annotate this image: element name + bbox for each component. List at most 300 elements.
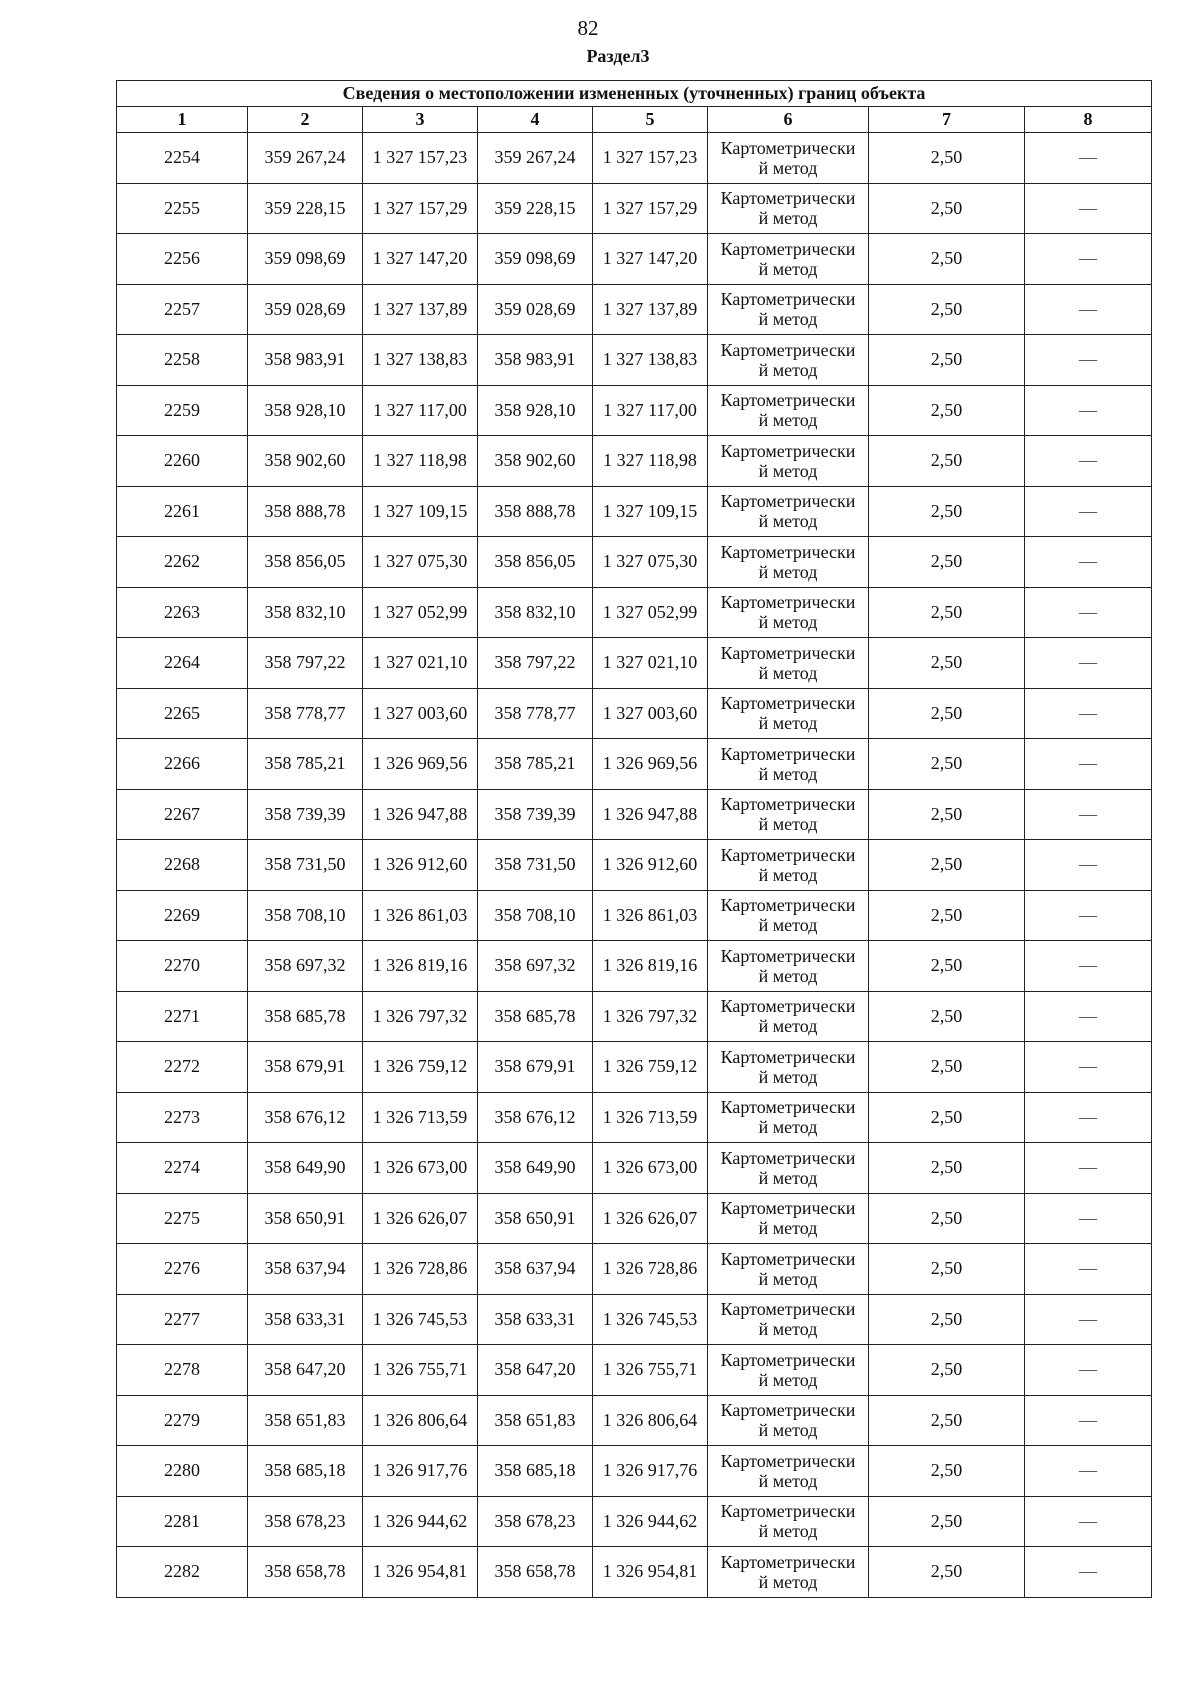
- description-cell: —: [1025, 789, 1152, 840]
- table-row: [117, 1446, 1152, 1497]
- x-new-cell: 358 649,90: [478, 1143, 593, 1194]
- method-line-1: Картометрически: [720, 339, 856, 360]
- method-line-2: й метод: [758, 309, 818, 330]
- description-cell: —: [1025, 1143, 1152, 1194]
- method-line-1: Картометрически: [720, 592, 856, 613]
- y-new-cell: 1 326 806,64: [593, 1395, 708, 1446]
- method-line-1: Картометрически: [720, 642, 856, 663]
- method-line-1: Картометрически: [720, 188, 856, 209]
- method-line-2: й метод: [758, 460, 818, 481]
- point-number-cell: 2257: [117, 284, 248, 335]
- method-cell: [708, 890, 869, 941]
- method-line-1: Картометрически: [720, 1248, 856, 1269]
- method-line-1: Картометрически: [720, 1450, 856, 1471]
- accuracy-cell: 2,50: [869, 890, 1025, 941]
- column-number-7: 7: [869, 107, 1025, 133]
- x-existing-cell: 358 708,10: [248, 890, 363, 941]
- x-new-cell: 358 731,50: [478, 840, 593, 891]
- method-line-2: й метод: [758, 1167, 818, 1188]
- table-row: [117, 587, 1152, 638]
- x-existing-cell: 358 697,32: [248, 941, 363, 992]
- point-number-cell: 2254: [117, 133, 248, 184]
- description-cell: —: [1025, 1345, 1152, 1396]
- x-existing-cell: 359 028,69: [248, 284, 363, 335]
- method-line-1: Картометрически: [720, 1046, 856, 1067]
- y-new-cell: 1 327 147,20: [593, 234, 708, 285]
- table-row: [117, 537, 1152, 588]
- x-existing-cell: 358 797,22: [248, 638, 363, 689]
- description-cell: —: [1025, 436, 1152, 487]
- accuracy-cell: 2,50: [869, 587, 1025, 638]
- table-row: [117, 1294, 1152, 1345]
- accuracy-cell: 2,50: [869, 638, 1025, 689]
- y-existing-cell: 1 326 947,88: [363, 789, 478, 840]
- method-line-1: Картометрически: [720, 895, 856, 916]
- method-line-2: й метод: [758, 359, 818, 380]
- x-new-cell: 358 856,05: [478, 537, 593, 588]
- description-cell: —: [1025, 638, 1152, 689]
- y-new-cell: 1 326 755,71: [593, 1345, 708, 1396]
- description-cell: —: [1025, 1395, 1152, 1446]
- x-new-cell: 358 678,23: [478, 1496, 593, 1547]
- accuracy-cell: 2,50: [869, 1092, 1025, 1143]
- accuracy-cell: 2,50: [869, 1294, 1025, 1345]
- x-existing-cell: 358 983,91: [248, 335, 363, 386]
- point-number-cell: 2259: [117, 385, 248, 436]
- description-cell: —: [1025, 284, 1152, 335]
- table-row: [117, 284, 1152, 335]
- y-new-cell: 1 327 157,23: [593, 133, 708, 184]
- point-number-cell: 2272: [117, 1042, 248, 1093]
- x-new-cell: 358 676,12: [478, 1092, 593, 1143]
- point-number-cell: 2263: [117, 587, 248, 638]
- column-number-5: 5: [593, 107, 708, 133]
- method-cell: [708, 587, 869, 638]
- accuracy-cell: 2,50: [869, 537, 1025, 588]
- method-line-2: й метод: [758, 1066, 818, 1087]
- point-number-cell: 2279: [117, 1395, 248, 1446]
- method-line-2: й метод: [758, 864, 818, 885]
- method-line-2: й метод: [758, 157, 818, 178]
- x-existing-cell: 358 676,12: [248, 1092, 363, 1143]
- y-existing-cell: 1 327 157,29: [363, 183, 478, 234]
- y-new-cell: 1 327 157,29: [593, 183, 708, 234]
- accuracy-cell: 2,50: [869, 1446, 1025, 1497]
- y-existing-cell: 1 326 797,32: [363, 991, 478, 1042]
- accuracy-cell: 2,50: [869, 1496, 1025, 1547]
- x-new-cell: 358 650,91: [478, 1193, 593, 1244]
- y-existing-cell: 1 327 147,20: [363, 234, 478, 285]
- x-new-cell: 358 832,10: [478, 587, 593, 638]
- x-new-cell: 359 267,24: [478, 133, 593, 184]
- table-row: [117, 941, 1152, 992]
- x-new-cell: 358 637,94: [478, 1244, 593, 1295]
- point-number-cell: 2269: [117, 890, 248, 941]
- table-row: [117, 486, 1152, 537]
- y-existing-cell: 1 326 759,12: [363, 1042, 478, 1093]
- y-new-cell: 1 326 626,07: [593, 1193, 708, 1244]
- method-line-2: й метод: [758, 763, 818, 784]
- method-line-2: й метод: [758, 1420, 818, 1441]
- table-row: [117, 1395, 1152, 1446]
- method-cell: [708, 1092, 869, 1143]
- point-number-cell: 2280: [117, 1446, 248, 1497]
- column-number-4: 4: [478, 107, 593, 133]
- x-existing-cell: 358 832,10: [248, 587, 363, 638]
- method-cell: [708, 789, 869, 840]
- method-line-1: Картометрически: [720, 238, 856, 259]
- x-new-cell: 358 651,83: [478, 1395, 593, 1446]
- y-new-cell: 1 326 912,60: [593, 840, 708, 891]
- method-line-1: Картометрически: [720, 693, 856, 714]
- y-new-cell: 1 326 954,81: [593, 1547, 708, 1598]
- method-line-1: Картометрически: [720, 491, 856, 512]
- method-cell: [708, 436, 869, 487]
- x-existing-cell: 358 928,10: [248, 385, 363, 436]
- x-new-cell: 359 028,69: [478, 284, 593, 335]
- method-line-2: й метод: [758, 1016, 818, 1037]
- method-line-2: й метод: [758, 1319, 818, 1340]
- y-new-cell: 1 327 118,98: [593, 436, 708, 487]
- method-line-1: Картометрически: [720, 945, 856, 966]
- accuracy-cell: 2,50: [869, 789, 1025, 840]
- y-existing-cell: 1 327 052,99: [363, 587, 478, 638]
- method-cell: [708, 1244, 869, 1295]
- table-row: [117, 385, 1152, 436]
- table-row: [117, 234, 1152, 285]
- method-cell: [708, 1294, 869, 1345]
- accuracy-cell: 2,50: [869, 941, 1025, 992]
- description-cell: —: [1025, 688, 1152, 739]
- description-cell: —: [1025, 1244, 1152, 1295]
- method-line-1: Картометрически: [720, 1299, 856, 1320]
- method-line-2: й метод: [758, 1218, 818, 1239]
- accuracy-cell: 2,50: [869, 183, 1025, 234]
- method-line-2: й метод: [758, 612, 818, 633]
- description-cell: —: [1025, 1547, 1152, 1598]
- method-cell: [708, 486, 869, 537]
- x-new-cell: 358 697,32: [478, 941, 593, 992]
- y-new-cell: 1 327 003,60: [593, 688, 708, 739]
- point-number-cell: 2274: [117, 1143, 248, 1194]
- description-cell: —: [1025, 133, 1152, 184]
- method-cell: [708, 1345, 869, 1396]
- accuracy-cell: 2,50: [869, 1345, 1025, 1396]
- table-row: [117, 1193, 1152, 1244]
- y-new-cell: 1 326 947,88: [593, 789, 708, 840]
- accuracy-cell: 2,50: [869, 335, 1025, 386]
- accuracy-cell: 2,50: [869, 840, 1025, 891]
- description-cell: —: [1025, 183, 1152, 234]
- accuracy-cell: 2,50: [869, 1244, 1025, 1295]
- point-number-cell: 2273: [117, 1092, 248, 1143]
- method-line-1: Картометрически: [720, 137, 856, 158]
- table-row: [117, 890, 1152, 941]
- method-line-1: Картометрически: [720, 996, 856, 1017]
- method-line-2: й метод: [758, 258, 818, 279]
- table-row: [117, 1547, 1152, 1598]
- y-existing-cell: 1 326 806,64: [363, 1395, 478, 1446]
- point-number-cell: 2267: [117, 789, 248, 840]
- y-existing-cell: 1 326 819,16: [363, 941, 478, 992]
- y-existing-cell: 1 327 075,30: [363, 537, 478, 588]
- column-number-row: [117, 107, 1152, 133]
- section-title: Раздел3: [586, 46, 650, 66]
- x-existing-cell: 358 685,18: [248, 1446, 363, 1497]
- method-line-2: й метод: [758, 814, 818, 835]
- table-caption: Сведения о местоположении измененных (уточненных) границ объекта: [117, 81, 1152, 107]
- accuracy-cell: 2,50: [869, 1143, 1025, 1194]
- method-line-2: й метод: [758, 208, 818, 229]
- table-row: [117, 1143, 1152, 1194]
- table-row: [117, 638, 1152, 689]
- x-existing-cell: 359 267,24: [248, 133, 363, 184]
- point-number-cell: 2260: [117, 436, 248, 487]
- method-line-2: й метод: [758, 713, 818, 734]
- table-row: [117, 1092, 1152, 1143]
- y-new-cell: 1 326 745,53: [593, 1294, 708, 1345]
- accuracy-cell: 2,50: [869, 284, 1025, 335]
- x-existing-cell: 358 685,78: [248, 991, 363, 1042]
- y-new-cell: 1 327 021,10: [593, 638, 708, 689]
- x-existing-cell: 358 633,31: [248, 1294, 363, 1345]
- point-number-cell: 2262: [117, 537, 248, 588]
- method-cell: [708, 991, 869, 1042]
- description-cell: —: [1025, 890, 1152, 941]
- method-line-1: Картометрически: [720, 743, 856, 764]
- method-cell: [708, 537, 869, 588]
- x-new-cell: 358 888,78: [478, 486, 593, 537]
- point-number-cell: 2268: [117, 840, 248, 891]
- description-cell: —: [1025, 335, 1152, 386]
- y-new-cell: 1 327 075,30: [593, 537, 708, 588]
- method-line-1: Картометрически: [720, 1501, 856, 1522]
- x-new-cell: 358 708,10: [478, 890, 593, 941]
- accuracy-cell: 2,50: [869, 486, 1025, 537]
- table-row: [117, 991, 1152, 1042]
- description-cell: —: [1025, 991, 1152, 1042]
- x-new-cell: 358 647,20: [478, 1345, 593, 1396]
- y-existing-cell: 1 327 117,00: [363, 385, 478, 436]
- method-line-2: й метод: [758, 1521, 818, 1542]
- description-cell: —: [1025, 1092, 1152, 1143]
- method-line-1: Картометрически: [720, 1551, 856, 1572]
- method-cell: [708, 1547, 869, 1598]
- x-new-cell: 358 739,39: [478, 789, 593, 840]
- method-line-2: й метод: [758, 1369, 818, 1390]
- method-line-2: й метод: [758, 561, 818, 582]
- y-existing-cell: 1 327 118,98: [363, 436, 478, 487]
- point-number-cell: 2265: [117, 688, 248, 739]
- y-existing-cell: 1 326 969,56: [363, 739, 478, 790]
- method-line-2: й метод: [758, 662, 818, 683]
- table-row: [117, 335, 1152, 386]
- table-row: [117, 739, 1152, 790]
- method-cell: [708, 941, 869, 992]
- x-existing-cell: 358 658,78: [248, 1547, 363, 1598]
- x-existing-cell: 358 651,83: [248, 1395, 363, 1446]
- y-existing-cell: 1 326 728,86: [363, 1244, 478, 1295]
- accuracy-cell: 2,50: [869, 688, 1025, 739]
- x-new-cell: 358 902,60: [478, 436, 593, 487]
- method-cell: [708, 133, 869, 184]
- method-cell: [708, 385, 869, 436]
- x-existing-cell: 358 888,78: [248, 486, 363, 537]
- y-new-cell: 1 327 109,15: [593, 486, 708, 537]
- accuracy-cell: 2,50: [869, 385, 1025, 436]
- method-line-2: й метод: [758, 1117, 818, 1138]
- y-new-cell: 1 326 673,00: [593, 1143, 708, 1194]
- method-line-1: Картометрически: [720, 844, 856, 865]
- x-existing-cell: 358 856,05: [248, 537, 363, 588]
- y-new-cell: 1 326 944,62: [593, 1496, 708, 1547]
- x-existing-cell: 359 228,15: [248, 183, 363, 234]
- method-cell: [708, 1395, 869, 1446]
- description-cell: —: [1025, 941, 1152, 992]
- description-cell: —: [1025, 1446, 1152, 1497]
- column-number-8: 8: [1025, 107, 1152, 133]
- y-existing-cell: 1 326 954,81: [363, 1547, 478, 1598]
- table-row: [117, 1042, 1152, 1093]
- x-existing-cell: 359 098,69: [248, 234, 363, 285]
- y-existing-cell: 1 326 917,76: [363, 1446, 478, 1497]
- accuracy-cell: 2,50: [869, 739, 1025, 790]
- point-number-cell: 2275: [117, 1193, 248, 1244]
- y-new-cell: 1 326 917,76: [593, 1446, 708, 1497]
- x-new-cell: 358 785,21: [478, 739, 593, 790]
- y-existing-cell: 1 326 626,07: [363, 1193, 478, 1244]
- point-number-cell: 2282: [117, 1547, 248, 1598]
- column-number-3: 3: [363, 107, 478, 133]
- x-new-cell: 358 983,91: [478, 335, 593, 386]
- point-number-cell: 2271: [117, 991, 248, 1042]
- method-line-2: й метод: [758, 1470, 818, 1491]
- point-number-cell: 2264: [117, 638, 248, 689]
- y-new-cell: 1 326 713,59: [593, 1092, 708, 1143]
- y-existing-cell: 1 327 109,15: [363, 486, 478, 537]
- y-new-cell: 1 327 117,00: [593, 385, 708, 436]
- table-row: [117, 436, 1152, 487]
- table-row: [117, 688, 1152, 739]
- method-cell: [708, 1446, 869, 1497]
- point-number-cell: 2281: [117, 1496, 248, 1547]
- x-new-cell: 359 228,15: [478, 183, 593, 234]
- column-number-2: 2: [248, 107, 363, 133]
- method-line-1: Картометрически: [720, 1147, 856, 1168]
- method-line-1: Картометрически: [720, 440, 856, 461]
- y-existing-cell: 1 326 912,60: [363, 840, 478, 891]
- y-new-cell: 1 326 819,16: [593, 941, 708, 992]
- accuracy-cell: 2,50: [869, 436, 1025, 487]
- point-number-cell: 2256: [117, 234, 248, 285]
- y-existing-cell: 1 326 673,00: [363, 1143, 478, 1194]
- method-cell: [708, 335, 869, 386]
- point-number-cell: 2276: [117, 1244, 248, 1295]
- y-new-cell: 1 326 797,32: [593, 991, 708, 1042]
- description-cell: —: [1025, 1496, 1152, 1547]
- x-new-cell: 358 633,31: [478, 1294, 593, 1345]
- x-new-cell: 358 778,77: [478, 688, 593, 739]
- method-line-1: Картометрически: [720, 390, 856, 411]
- x-existing-cell: 358 678,23: [248, 1496, 363, 1547]
- method-cell: [708, 1143, 869, 1194]
- method-cell: [708, 688, 869, 739]
- x-new-cell: 358 928,10: [478, 385, 593, 436]
- method-cell: [708, 638, 869, 689]
- point-number-cell: 2278: [117, 1345, 248, 1396]
- y-new-cell: 1 326 728,86: [593, 1244, 708, 1295]
- description-cell: —: [1025, 1193, 1152, 1244]
- accuracy-cell: 2,50: [869, 1042, 1025, 1093]
- method-line-2: й метод: [758, 965, 818, 986]
- table-row: [117, 789, 1152, 840]
- y-existing-cell: 1 327 157,23: [363, 133, 478, 184]
- method-cell: [708, 234, 869, 285]
- x-existing-cell: 358 785,21: [248, 739, 363, 790]
- method-line-1: Картометрически: [720, 1400, 856, 1421]
- description-cell: —: [1025, 587, 1152, 638]
- x-existing-cell: 358 637,94: [248, 1244, 363, 1295]
- method-cell: [708, 284, 869, 335]
- method-line-1: Картометрически: [720, 541, 856, 562]
- description-cell: —: [1025, 486, 1152, 537]
- y-existing-cell: 1 326 713,59: [363, 1092, 478, 1143]
- method-line-1: Картометрически: [720, 1097, 856, 1118]
- x-new-cell: 358 685,78: [478, 991, 593, 1042]
- page-number: 82: [577, 16, 599, 40]
- accuracy-cell: 2,50: [869, 133, 1025, 184]
- method-cell: [708, 1042, 869, 1093]
- point-number-cell: 2277: [117, 1294, 248, 1345]
- y-existing-cell: 1 326 745,53: [363, 1294, 478, 1345]
- x-new-cell: 358 658,78: [478, 1547, 593, 1598]
- y-existing-cell: 1 327 003,60: [363, 688, 478, 739]
- description-cell: —: [1025, 840, 1152, 891]
- method-line-1: Картометрически: [720, 1198, 856, 1219]
- x-new-cell: 358 685,18: [478, 1446, 593, 1497]
- table-row: [117, 183, 1152, 234]
- y-new-cell: 1 327 138,83: [593, 335, 708, 386]
- x-new-cell: 358 679,91: [478, 1042, 593, 1093]
- method-line-2: й метод: [758, 410, 818, 431]
- method-cell: [708, 840, 869, 891]
- table-row: [117, 840, 1152, 891]
- x-existing-cell: 358 649,90: [248, 1143, 363, 1194]
- point-number-cell: 2258: [117, 335, 248, 386]
- x-existing-cell: 358 902,60: [248, 436, 363, 487]
- method-line-1: Картометрически: [720, 289, 856, 310]
- method-line-1: Картометрически: [720, 794, 856, 815]
- method-line-2: й метод: [758, 511, 818, 532]
- y-existing-cell: 1 327 021,10: [363, 638, 478, 689]
- method-cell: [708, 183, 869, 234]
- method-line-2: й метод: [758, 1268, 818, 1289]
- table-row: [117, 1244, 1152, 1295]
- coordinates-table: [116, 80, 1152, 1598]
- description-cell: —: [1025, 1294, 1152, 1345]
- method-line-2: й метод: [758, 1571, 818, 1592]
- point-number-cell: 2255: [117, 183, 248, 234]
- point-number-cell: 2261: [117, 486, 248, 537]
- y-existing-cell: 1 326 944,62: [363, 1496, 478, 1547]
- column-number-1: 1: [117, 107, 248, 133]
- accuracy-cell: 2,50: [869, 1193, 1025, 1244]
- table-body: [117, 133, 1152, 1598]
- accuracy-cell: 2,50: [869, 991, 1025, 1042]
- y-existing-cell: 1 326 861,03: [363, 890, 478, 941]
- y-existing-cell: 1 327 137,89: [363, 284, 478, 335]
- description-cell: —: [1025, 385, 1152, 436]
